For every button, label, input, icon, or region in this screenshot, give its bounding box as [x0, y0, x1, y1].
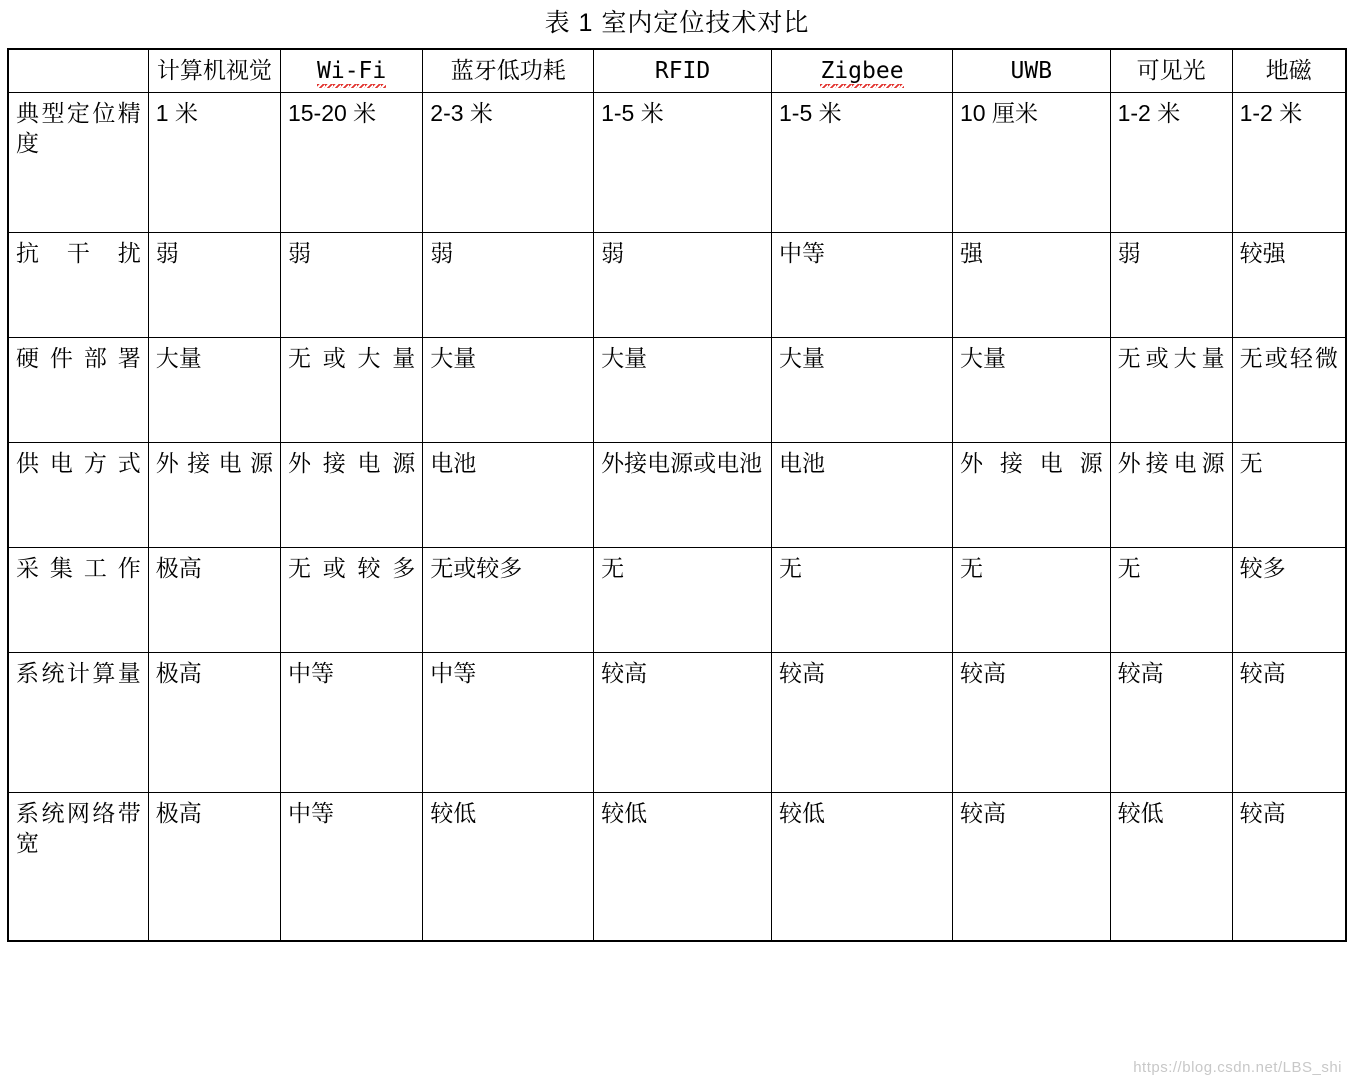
row-label-power: 供电方式: [8, 443, 148, 548]
cell-interference-wifi: 弱: [280, 233, 422, 338]
cell-bandwidth-vlc: 较低: [1110, 793, 1232, 941]
cell-power-ble: 电池: [423, 443, 594, 548]
cell-accuracy-wifi: 15-20 米: [280, 93, 422, 233]
cell-interference-rfid: 弱: [594, 233, 772, 338]
table-row: [8, 93, 1346, 233]
table-row: [8, 653, 1346, 793]
cell-power-zigbee: 电池: [772, 443, 953, 548]
cell-accuracy-rfid: 1-5 米: [594, 93, 772, 233]
table-row: [8, 338, 1346, 443]
row-label-interference: 抗干扰: [8, 233, 148, 338]
row-label-accuracy: 典型定位精度: [8, 93, 148, 233]
table-header-cv: 计算机视觉: [148, 49, 280, 93]
cell-interference-vlc: 弱: [1110, 233, 1232, 338]
table-header-wifi: [280, 49, 422, 93]
cell-accuracy-vlc: 1-2 米: [1110, 93, 1232, 233]
cell-accuracy-ble: 2-3 米: [423, 93, 594, 233]
cell-computation-zigbee: 较高: [772, 653, 953, 793]
cell-computation-vlc: 较高: [1110, 653, 1232, 793]
cell-bandwidth-ble: 较低: [423, 793, 594, 941]
cell-bandwidth-zigbee: 较低: [772, 793, 953, 941]
cell-interference-geomagnetic: 较强: [1232, 233, 1346, 338]
cell-interference-ble: 弱: [423, 233, 594, 338]
table-header-zigbee-label: Zigbee: [820, 58, 903, 91]
table-header-zigbee: [772, 49, 953, 93]
table-header: [8, 49, 1346, 93]
row-label-collection: 采集工作: [8, 548, 148, 653]
table-header-uwb: [952, 49, 1110, 93]
cell-bandwidth-wifi: 中等: [280, 793, 422, 941]
cell-power-wifi: 外接电源: [280, 443, 422, 548]
cell-collection-ble: 无或较多: [423, 548, 594, 653]
table-header-ble: 蓝牙低功耗: [423, 49, 594, 93]
cell-collection-vlc: 无: [1110, 548, 1232, 653]
comparison-table: [7, 48, 1347, 942]
table-caption: 表 1 室内定位技术对比: [544, 9, 810, 37]
cell-collection-wifi: 无或较多: [280, 548, 422, 653]
table-header-geomagnetic: 地磁: [1232, 49, 1346, 93]
table-header-row: [8, 49, 1346, 93]
cell-hardware-ble: 大量: [423, 338, 594, 443]
row-label-bandwidth: 系统网络带宽: [8, 793, 148, 941]
cell-accuracy-uwb: 10 厘米: [952, 93, 1110, 233]
cell-hardware-zigbee: 大量: [772, 338, 953, 443]
cell-collection-uwb: 无: [952, 548, 1110, 653]
table-header-uwb-label: UWB: [1010, 58, 1053, 84]
table-header-vlc: 可见光: [1110, 49, 1232, 93]
cell-computation-ble: 中等: [423, 653, 594, 793]
watermark: https://blog.csdn.net/LBS_shi: [1133, 1059, 1342, 1076]
cell-hardware-geomagnetic: 无或轻微: [1232, 338, 1346, 443]
table-row: [8, 443, 1346, 548]
cell-hardware-rfid: 大量: [594, 338, 772, 443]
cell-collection-cv: 极高: [148, 548, 280, 653]
table-body: [8, 93, 1346, 941]
cell-bandwidth-uwb: 较高: [952, 793, 1110, 941]
table-row: [8, 548, 1346, 653]
cell-interference-zigbee: 中等: [772, 233, 953, 338]
cell-interference-cv: 弱: [148, 233, 280, 338]
cell-bandwidth-cv: 极高: [148, 793, 280, 941]
cell-power-uwb: 外接电源: [952, 443, 1110, 548]
cell-power-cv: 外接电源: [148, 443, 280, 548]
cell-collection-zigbee: 无: [772, 548, 953, 653]
table-header-corner: [8, 49, 148, 93]
table-row: [8, 793, 1346, 941]
table-header-rfid-label: RFID: [654, 58, 711, 84]
cell-computation-geomagnetic: 较高: [1232, 653, 1346, 793]
table-header-rfid: [594, 49, 772, 93]
cell-power-geomagnetic: 无: [1232, 443, 1346, 548]
cell-hardware-vlc: 无或大量: [1110, 338, 1232, 443]
cell-bandwidth-geomagnetic: 较高: [1232, 793, 1346, 941]
cell-bandwidth-rfid: 较低: [594, 793, 772, 941]
cell-computation-cv: 极高: [148, 653, 280, 793]
cell-collection-geomagnetic: 较多: [1232, 548, 1346, 653]
row-label-hardware: 硬件部署: [8, 338, 148, 443]
table-header-wifi-label: Wi-Fi: [317, 58, 386, 91]
cell-interference-uwb: 强: [952, 233, 1110, 338]
row-label-computation: 系统计算量: [8, 653, 148, 793]
cell-computation-rfid: 较高: [594, 653, 772, 793]
cell-accuracy-geomagnetic: 1-2 米: [1232, 93, 1346, 233]
cell-accuracy-cv: 1 米: [148, 93, 280, 233]
cell-hardware-cv: 大量: [148, 338, 280, 443]
cell-computation-wifi: 中等: [280, 653, 422, 793]
cell-collection-rfid: 无: [594, 548, 772, 653]
cell-computation-uwb: 较高: [952, 653, 1110, 793]
cell-hardware-uwb: 大量: [952, 338, 1110, 443]
table-row: [8, 233, 1346, 338]
cell-accuracy-zigbee: 1-5 米: [772, 93, 953, 233]
cell-hardware-wifi: 无或大量: [280, 338, 422, 443]
cell-power-vlc: 外接电源: [1110, 443, 1232, 548]
cell-power-rfid: 外接电源或电池: [594, 443, 772, 548]
